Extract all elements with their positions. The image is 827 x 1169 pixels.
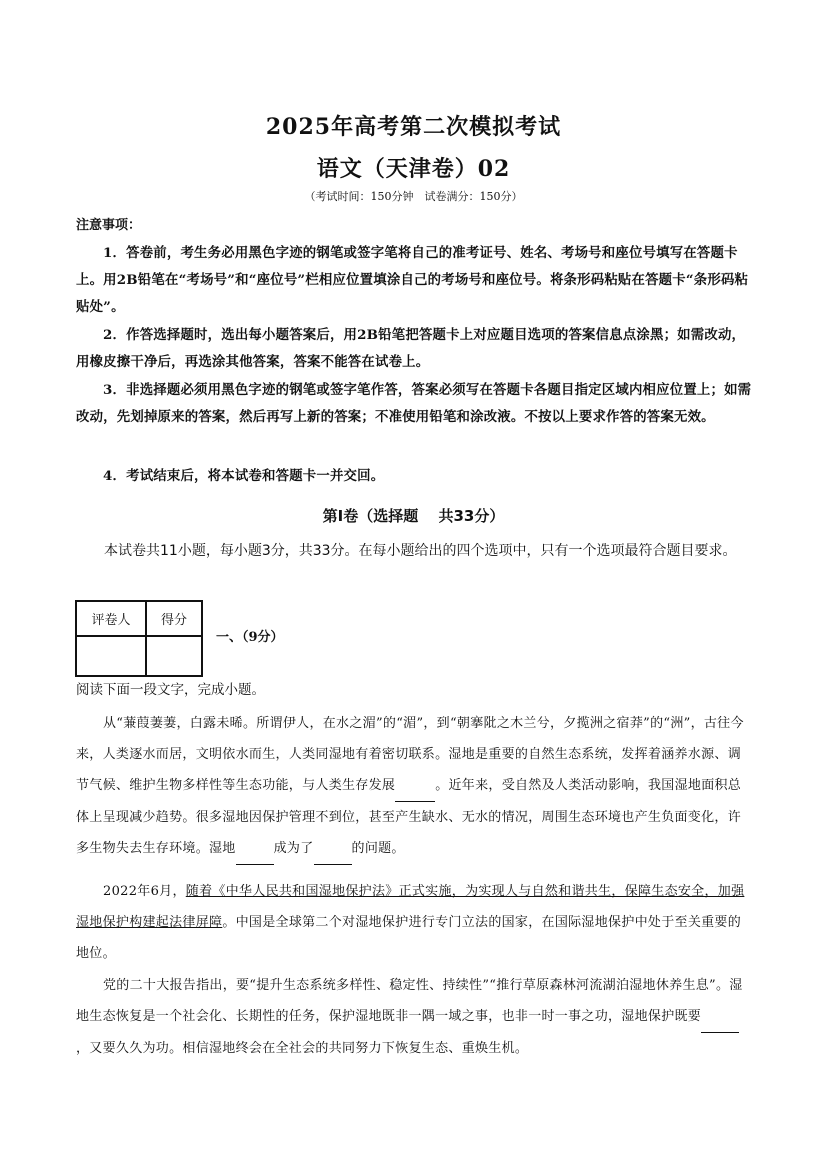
notice-item-2: 2．作答选择题时，选出每小题答案后，用2B铅笔把答题卡上对应题目选项的答案信息点涂黑；如需改动，用橡皮擦干净后，再选涂其他答案，答案不能答在试卷上。 — [76, 327, 746, 370]
passage-paragraph-1 — [76, 708, 752, 865]
passage-text: ，又要久久为功。相信湿地终会在全社会的共同努力下恢复生态、重焕生机。 — [76, 1041, 529, 1056]
fill-blank-4 — [701, 1001, 739, 1033]
grader-cell — [76, 636, 146, 676]
notice-item-3: 3．非选择题必须用黑色字迹的钢笔或签字笔作答，答案必须写在答题卡各题目指定区域内相应位置上；如需改动，先划掉原来的答案，然后再写上新的答案；不准使用铅笔和涂改液。不按以上要求作答的答案无效。 — [76, 382, 752, 425]
exam-subtitle: 语文（天津卷）02 — [316, 156, 511, 182]
notice-item-1: 1．答卷前，考生务必用黑色字迹的钢笔或签字笔将自己的准考证号、姓名、考场号和座位号填写在答题卡上。用2B铅笔在“考场号”和“座位号”栏相应位置填涂自己的考场号和座位号。将条形码粘贴在答题卡“条形码粘贴处”。 — [76, 245, 749, 315]
passage-text: 。近年来，受自然及人类活动影响，我国湿地面积总体上呈现减少趋势。很多湿地因保护管理不到位，甚至产生缺水、无水的情况，周围生态环境也产生负面变化，许多生物失去生存环境。湿地 — [76, 778, 742, 856]
notice-heading: 注意事项： — [76, 218, 142, 233]
underlined-sentence: 随着《中华人民共和国湿地保护法》正式实施，为实现人与自然和谐共生，保障生态安全，加强湿地保护构建起法律屏障 — [76, 884, 745, 930]
score-header: 得分 — [146, 601, 202, 636]
exam-title: 2025年高考第二次模拟考试 — [265, 114, 562, 140]
passage-text: 2022年6月， — [103, 884, 186, 899]
score-cell — [146, 636, 202, 676]
passage-text: 。中国是全球第二个对湿地保护进行专门立法的国家，在国际湿地保护中处于至关重要的地位。 — [76, 915, 742, 961]
section-title: 第Ⅰ卷（选择题 共33分） — [322, 507, 505, 525]
passage-text: 党的二十大报告指出，要“提升生态系统多样性、稳定性、持续性”“推行草原森林河流湖泊湿地休养生息”。湿地生态恢复是一个社会化、长期性的任务，保护湿地既非一隅一域之事，也非一时一事之功，湿地保护既要 — [76, 978, 743, 1024]
passage-text: 成为了 — [273, 841, 314, 856]
reading-prompt: 阅读下面一段文字，完成小题。 — [76, 682, 265, 698]
grader-header: 评卷人 — [76, 601, 146, 636]
score-table — [75, 600, 203, 677]
fill-blank-3 — [314, 833, 352, 865]
passage-paragraph-2 — [76, 876, 752, 969]
passage-text: 从“蒹葭萋萋，白露未晞。所谓伊人，在水之湄”的“湄”，到“朝搴阰之木兰兮，夕揽洲之宿莽”的“洲”，古往今来，人类逐水而居，文明依水而生，人类同湿地有着密切联系。湿地是重要的自然生态系统，发挥着涵养水源、调节气候、维护生物多样性等生态功能，与人类生存发展 — [76, 716, 744, 793]
exam-info: （考试时间：150分钟 试卷满分：150分） — [304, 190, 523, 203]
passage-paragraph-3 — [76, 970, 752, 1064]
passage-text: 的问题。 — [351, 841, 405, 856]
fill-blank-2 — [236, 833, 274, 865]
section-intro: 本试卷共11小题，每小题3分，共33分。在每小题给出的四个选项中，只有一个选项最符合题目要求。 — [104, 543, 737, 559]
question-label: 一、（9分） — [216, 630, 284, 645]
fill-blank-1 — [395, 770, 435, 802]
notice-item-4: 4．考试结束后，将本试卷和答题卡一并交回。 — [103, 468, 385, 484]
